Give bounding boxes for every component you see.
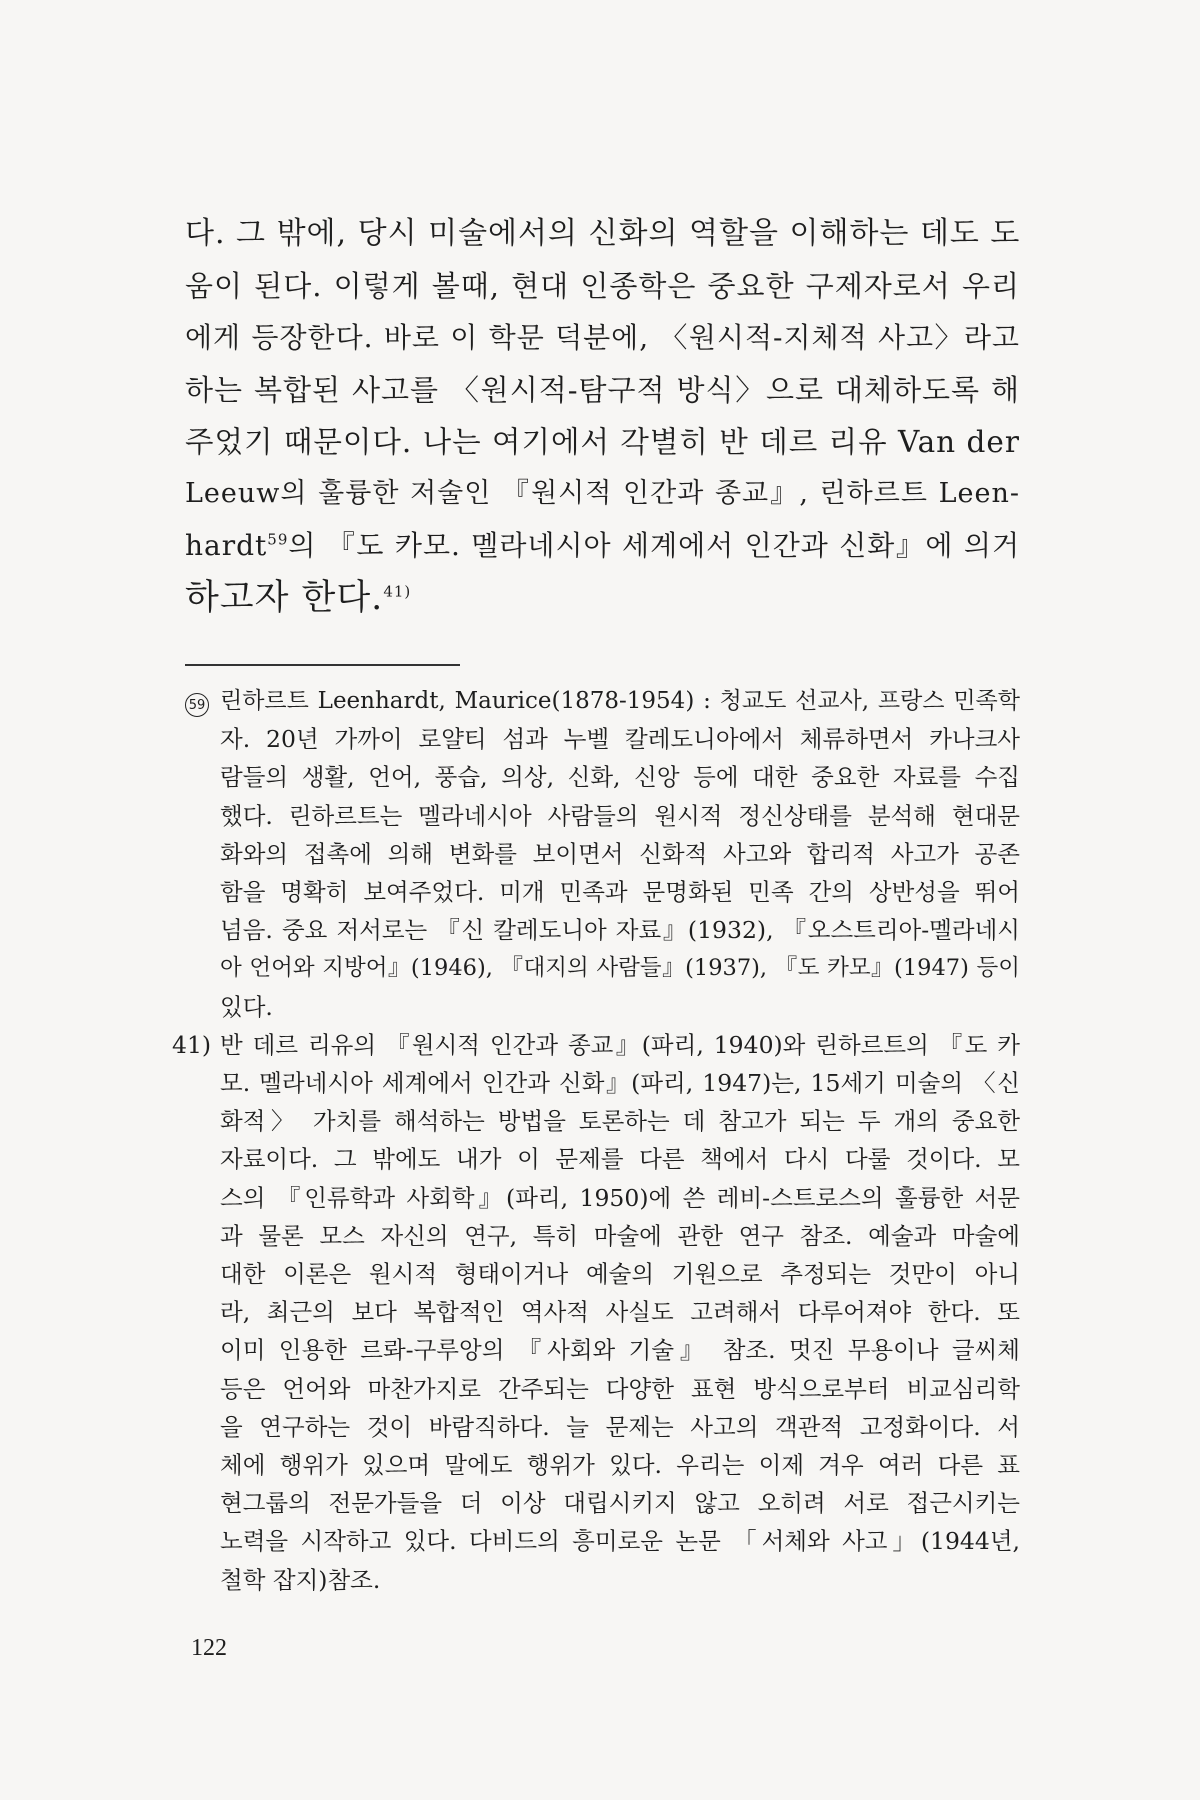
footnote-line: 했다. 린하르트는 멜라네시아 사람들의 원시적 정신상태를 분석해 현대문 [220, 801, 1020, 830]
footnote-line: 노력을 시작하고 있다. 다비드의 흥미로운 논문 「서체와 사고」(1944년, [220, 1527, 1020, 1556]
footnote-line: 라, 최근의 보다 복합적인 역사적 사실도 고려해서 다루어져야 한다. 또 [220, 1298, 1020, 1327]
main-text [185, 208, 1020, 624]
footnote-number [185, 682, 209, 720]
footnote-line: 모. 멜라네시아 세계에서 인간과 신화』(파리, 1947)는, 15세기 미술의 〈신 [220, 1069, 1020, 1098]
circled-number: 59 [185, 693, 209, 717]
text-line [185, 520, 1020, 572]
footnote-line: 람들의 생활, 언어, 풍습, 의상, 신화, 신앙 등에 대한 중요한 자료를 수집 [220, 763, 1020, 792]
footnote-line: 현그룹의 전문가들을 더 이상 대립시키지 않고 오히려 서로 접근시키는 [220, 1489, 1020, 1518]
footnote-line: 철학 잡지)참조. [220, 1565, 381, 1594]
footnotes [172, 682, 1020, 1599]
text-line: 움이 된다. 이렇게 볼때, 현대 인종학은 중요한 구제자로서 우리 [185, 269, 1020, 303]
footnote-line: 자. 20년 가까이 로얄티 섬과 누벨 칼레도니아에서 체류하면서 카나크사 [220, 725, 1020, 754]
page-number: 122 [191, 1635, 227, 1661]
footnote-line: 반 데르 리유의 『원시적 인간과 종교』(파리, 1940)와 린하르트의 『도 카 [220, 1030, 1020, 1059]
footnote-divider [185, 664, 460, 666]
text-line: 다. 그 밖에, 당시 미술에서의 신화의 역할을 이해하는 데도 도 [185, 216, 1021, 251]
footnote-line: 체에 행위가 있으며 말에도 행위가 있다. 우리는 이제 겨우 여러 다른 표 [220, 1451, 1020, 1480]
footnote-marker: 59 [267, 530, 289, 549]
footnote-41 [172, 1026, 1020, 1599]
text-line [185, 572, 1020, 624]
text-line: Leeuw의 훌륭한 저술인 『원시적 인간과 종교』, 린하르트 Leen- [185, 478, 1020, 509]
footnote-line: 자료이다. 그 밖에도 내가 이 문제를 다른 책에서 다시 다룰 것이다. 모 [220, 1145, 1020, 1174]
text-fragment: 하고자 한다. [185, 578, 384, 618]
footnote-line: 스의 『인류학과 사회학』(파리, 1950)에 쓴 레비-스트로스의 훌륭한 서문 [220, 1183, 1020, 1212]
text-fragment: hardt [185, 529, 268, 562]
footnote-line: 과 물론 모스 자신의 연구, 특히 마술에 관한 연구 참조. 예술과 마술에 [220, 1221, 1020, 1250]
footnote-line: 함을 명확히 보여주었다. 미개 민족과 문명화된 민족 간의 상반성을 뛰어 [220, 878, 1020, 907]
text-fragment: 의 『도 카모. 멜라네시아 세계에서 인간과 신화』에 의거 [288, 529, 1020, 562]
footnote-line: 대한 이론은 원시적 형태이거나 예술의 기원으로 추정되는 것만이 아니 [220, 1260, 1020, 1289]
footnote-line: 을 연구하는 것이 바람직하다. 늘 문제는 사고의 객관적 고정화이다. 서 [220, 1412, 1020, 1441]
footnote-line: 화와의 접촉에 의해 변화를 보이면서 신화적 사고와 합리적 사고가 공존 [220, 839, 1020, 868]
text-line: 주었기 때문이다. 나는 여기에서 각별히 반 데르 리유 Van der [185, 425, 1020, 459]
footnote-line: 등은 언어와 마찬가지로 간주되는 다양한 표현 방식으로부터 비교심리학 [220, 1374, 1020, 1403]
footnote-line: 있다. [220, 992, 273, 1021]
footnote-59 [185, 682, 1020, 1026]
footnote-line: 아 언어와 지방어』(1946), 『대지의 사람들』(1937), 『도 카모』(1947) 등이 [220, 955, 1020, 982]
text-line: 하는 복합된 사고를 〈원시적-탐구적 방식〉으로 대체하도록 해 [185, 373, 1020, 407]
text-line: 에게 등장한다. 바로 이 학문 덕분에, 〈원시적-지체적 사고〉라고 [185, 321, 1020, 354]
footnote-line: 넘음. 중요 저서로는 『신 칼레도니아 자료』(1932), 『오스트리아-멜라네시 [220, 916, 1020, 945]
footnote-line: 린하르트 Leenhardt, Maurice(1878-1954) : 청교도 선교사, 프랑스 민족학 [220, 688, 1020, 714]
footnote-marker: 41) [383, 582, 412, 601]
footnote-line: 이미 인용한 르롸-구루앙의 『사회와 기술』 참조. 멋진 무용이나 글씨체 [220, 1336, 1020, 1365]
footnote-line: 화적〉 가치를 해석하는 방법을 토론하는 데 참고가 되는 두 개의 중요한 [220, 1107, 1020, 1136]
footnote-number: 41) [172, 1030, 212, 1059]
